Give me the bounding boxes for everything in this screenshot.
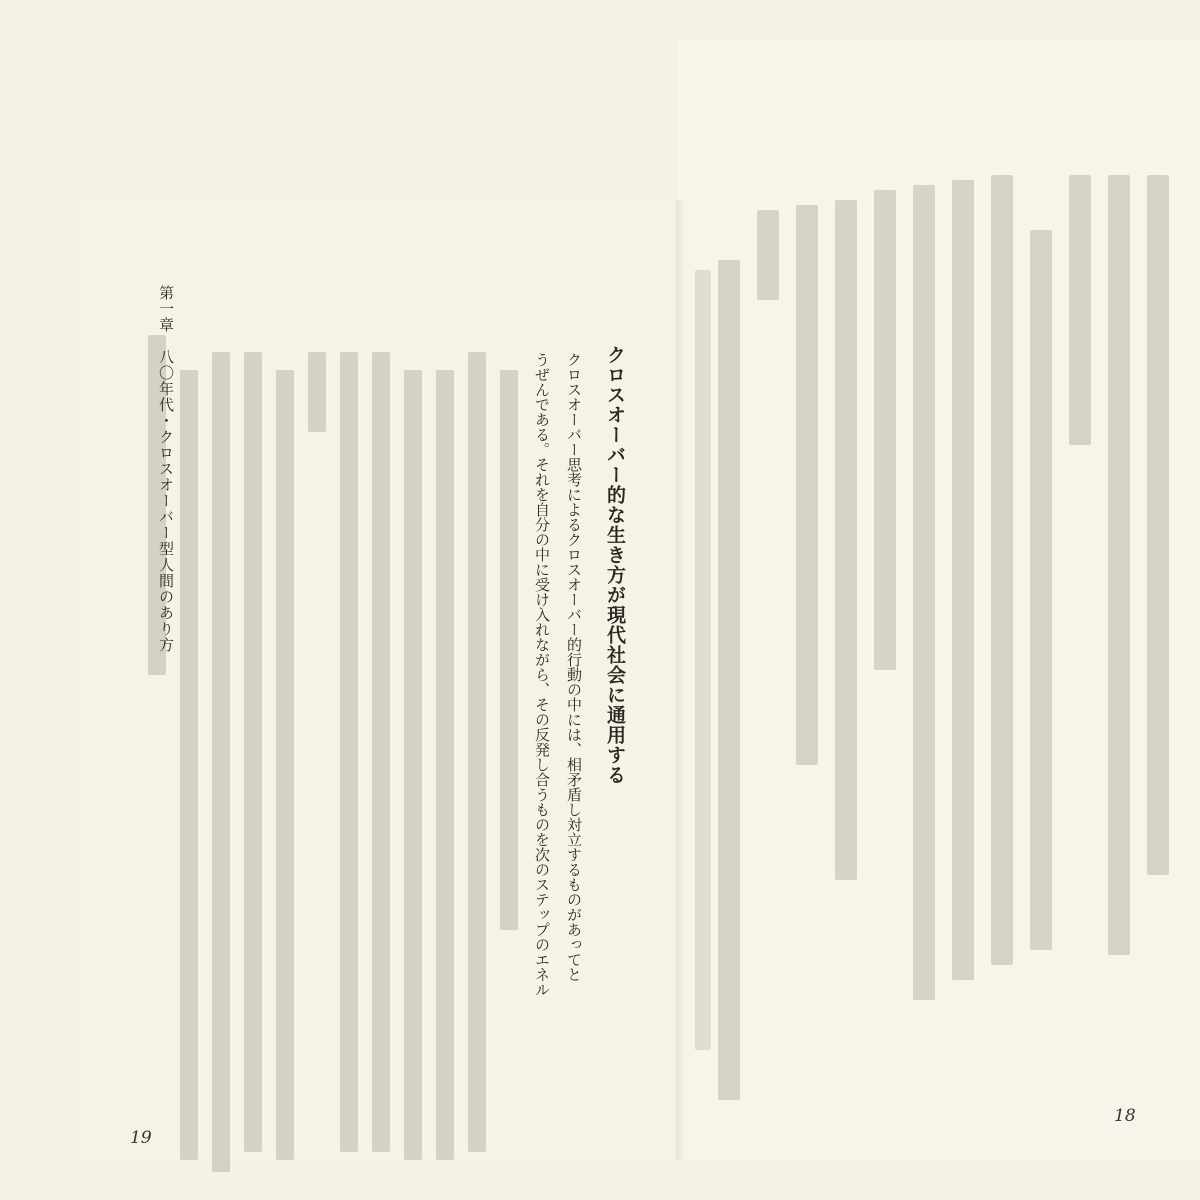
left-column [468,352,486,1152]
left-column [308,352,326,432]
right-column [991,175,1013,965]
right-column [913,185,935,1000]
running-head: 第一章 八〇年代・クロスオーバー型人間のあり方 [157,285,175,653]
left-column [180,370,198,1160]
right-column [874,190,896,670]
book-spine [676,200,686,1160]
left-column [372,352,390,1152]
right-page-number: 18 [1114,1106,1136,1126]
right-column [757,210,779,300]
right-column [1069,175,1091,445]
left-column [340,352,358,1152]
right-column [835,200,857,880]
left-column [148,335,166,675]
left-line-2: うぜんである。それを自分の中に受け入れながら、その反発し合うものを次のステップのエネル [533,352,551,997]
left-column [276,370,294,1160]
left-column [212,352,230,1172]
right-column [796,205,818,765]
right-column [718,260,740,1100]
section-heading: クロスオーバー的な生き方が現代社会に通用する [604,345,626,785]
left-line-1: クロスオーバー思考によるクロスオーバー的行動の中には、相矛盾し対立するものがあってと [565,352,583,982]
right-column [1108,175,1130,955]
right-column [952,180,974,980]
left-column [436,370,454,1160]
right-column [1147,175,1169,875]
right-column [695,270,711,1050]
left-column [500,370,518,930]
left-page-number: 19 [130,1128,152,1148]
left-column [244,352,262,1152]
left-column [404,370,422,1160]
right-column [1030,230,1052,950]
